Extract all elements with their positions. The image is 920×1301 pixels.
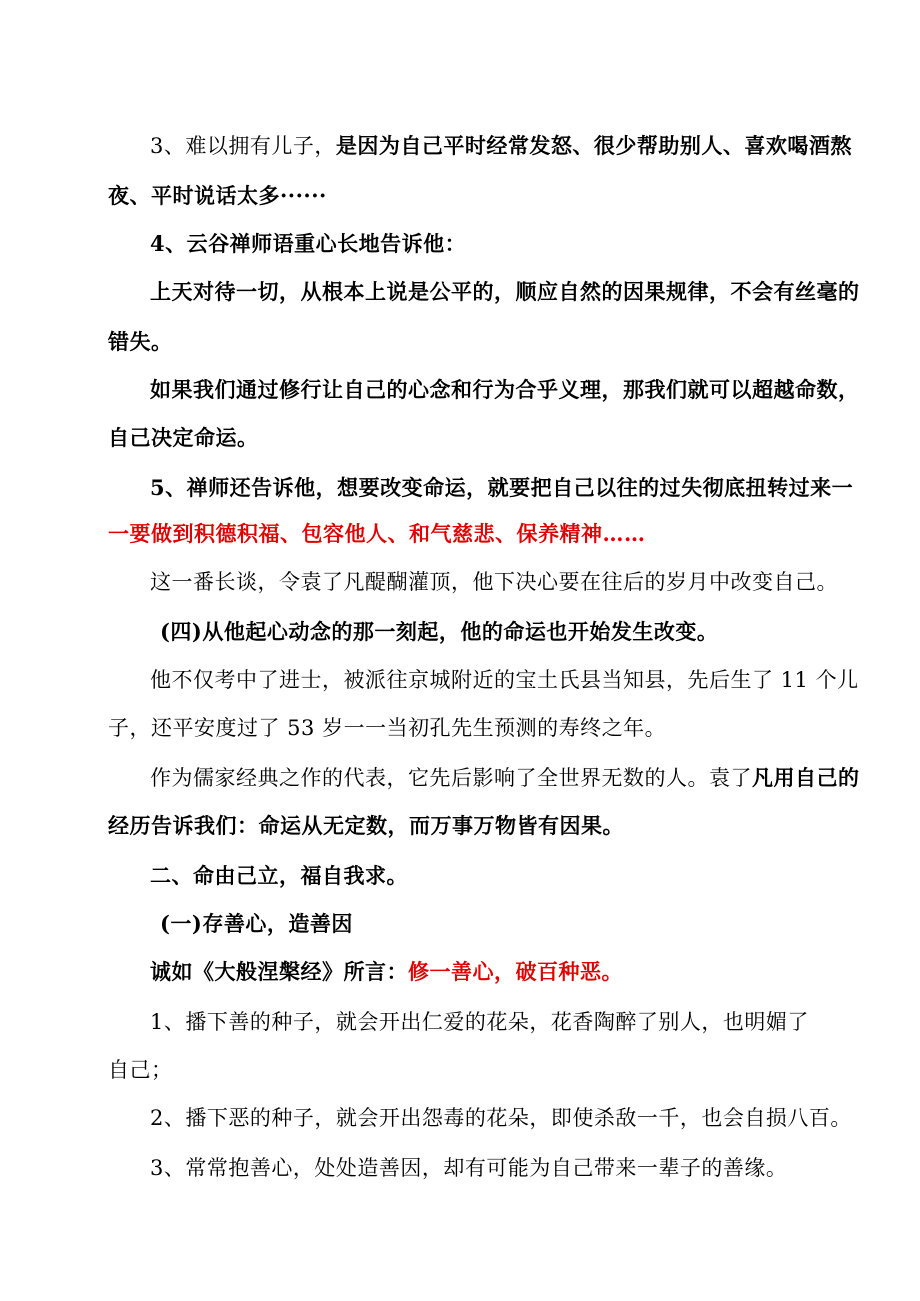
paragraph-3-line-1: [150, 131, 852, 161]
paragraph-jinshi-line-2: 子，还平安度过了 53 岁一一当初孔先生预测的寿终之年。: [108, 716, 667, 740]
paragraph-confucian-line-1: [150, 763, 860, 793]
paragraph-5-line-2-highlight: 一要做到积德积福、包容他人、和气慈悲、保养精神……: [108, 521, 646, 546]
sutra-quote-line: [150, 957, 623, 987]
sutra-quote-highlight: 修一善心，破百种恶。: [408, 959, 623, 984]
paragraph-long-talk: 这一番长谈，令袁了凡醍醐灌顶，他下决心要在往后的岁月中改变自己。: [150, 570, 838, 594]
paragraph-practice-line-2: 自己决定命运。: [108, 425, 259, 450]
paragraph-good-seed-line-2: 自己；: [108, 1058, 173, 1082]
paragraph-good-seed-line-1: 1、播下善的种子，就会开出仁爱的花朵，花香陶醉了别人，也明媚了: [150, 1010, 809, 1034]
section-2-heading: 二、命由己立，福自我求。: [150, 863, 408, 888]
paragraph-jinshi-line-1: 他不仅考中了进士，被派往京城附近的宝土氏县当知县，先后生了 11 个儿: [150, 668, 859, 692]
paragraph-heaven-line-1: 上天对待一切，从根本上说是公平的，顺应自然的因果规律，不会有丝毫的: [150, 279, 860, 304]
paragraph-heaven-line-2: 错失。: [108, 329, 173, 354]
subsection-1-heading: (一)存善心，造善因: [160, 911, 353, 936]
paragraph-4-heading: 4、云谷禅师语重心长地告诉他：: [150, 231, 467, 256]
sutra-quote-intro: 诚如《大般涅槃经》所言：: [150, 959, 408, 984]
paragraph-5-line-1: 5、禅师还告诉他，想要改变命运，就要把自己以往的过失彻底扭转过来一: [150, 475, 854, 500]
paragraph-confucian-line-2: 经历告诉我们：命运从无定数，而万事万物皆有因果。: [108, 813, 624, 838]
confucian-text: 作为儒家经典之作的代表，它先后影响了全世界无数的人。袁了: [150, 766, 752, 790]
paragraph-3-line-2: 夜、平时说话太多······: [108, 183, 327, 208]
item-3-bold-text: 是因为自己平时经常发怒、很少帮助别人、喜欢喝酒熬: [335, 133, 852, 158]
paragraph-evil-seed: 2、播下恶的种子，就会开出怨毒的花朵，即使杀敌一千，也会自损八百。: [150, 1106, 852, 1130]
item-3-number-text: 3、难以拥有儿子，: [150, 134, 336, 158]
confucian-bold-text: 凡用自己的: [752, 765, 860, 790]
paragraph-good-heart: 3、常常抱善心，处处造善因，却有可能为自己带来一辈子的善缘。: [150, 1156, 788, 1180]
paragraph-practice-line-1: 如果我们通过修行让自己的心念和行为合乎义理，那我们就可以超越命数，: [150, 377, 860, 402]
section-4-heading: (四)从他起心动念的那一刻起，他的命运也开始发生改变。: [160, 619, 719, 644]
